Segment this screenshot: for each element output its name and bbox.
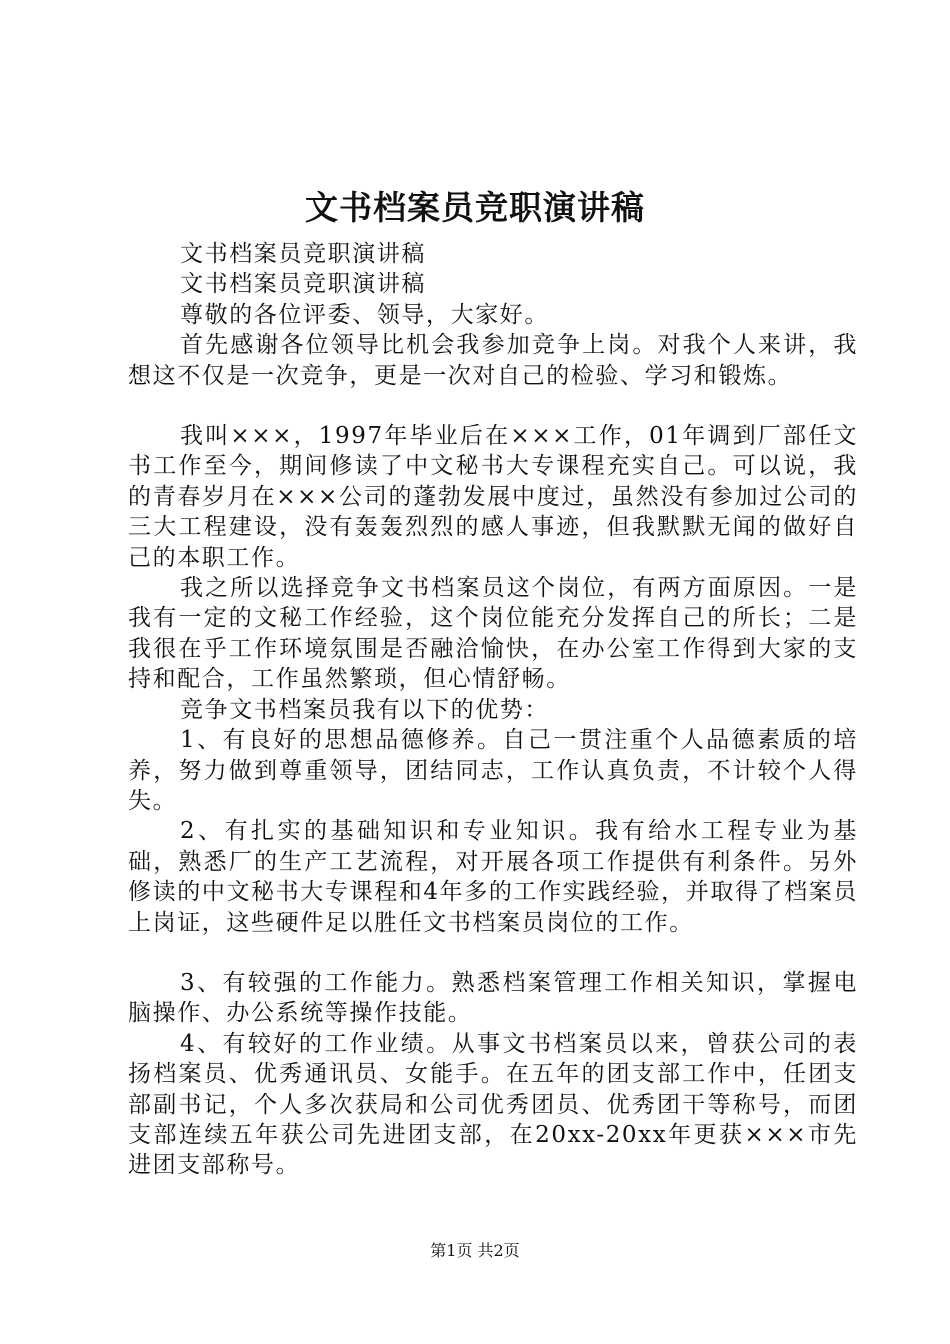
- paragraph-advantage-4: 4、有较好的工作业绩。从事文书档案员以来，曾获公司的表扬档案员、优秀通讯员、女能手。在五年的团支部工作中，任团支部副书记，个人多次获局和公司优秀团员、优秀团干等称号，而团支部连续五年获公司先进团支部，在20xx-20xx年更获×××市先进团支部称号。: [128, 1030, 858, 1179]
- paragraph-heading-1: 文书档案员竞职演讲稿: [180, 241, 426, 267]
- paragraph-reasons: 我之所以选择竞争文书档案员这个岗位，有两方面原因。一是我有一定的文秘工作经验，这个岗位能充分发挥自己的所长；二是我很在乎工作环境氛围是否融洽愉快，在办公室工作得到大家的支持和配合，工作虽然繁琐，但心情舒畅。: [128, 575, 858, 693]
- paragraph-advantage-1: 1、有良好的思想品德修养。自己一贯注重个人品德素质的培养，努力做到尊重领导，团结同志，工作认真负责，不计较个人得失。: [128, 727, 858, 814]
- paragraph-advantage-2: 2、有扎实的基础知识和专业知识。我有给水工程专业为基础，熟悉厂的生产工艺流程，对开展各项工作提供有利条件。另外修读的中文秘书大专课程和4年多的工作实践经验，并取得了档案员上岗证，这些硬件足以胜任文书档案员岗位的工作。: [128, 818, 858, 936]
- document-body: [128, 239, 858, 1181]
- page-number: 第1页 共2页: [430, 1241, 520, 1260]
- paragraph-advantage-3: 3、有较强的工作能力。熟悉档案管理工作相关知识，掌握电脑操作、办公系统等操作技能。: [128, 969, 858, 1027]
- document-title: 文书档案员竞职演讲稿: [305, 188, 645, 227]
- paragraph-advantages-intro: 竞争文书档案员我有以下的优势：: [180, 696, 549, 723]
- paragraph-thanks: 首先感谢各位领导比机会我参加竞争上岗。对我个人来讲，我想这不仅是一次竞争，更是一次对自己的检验、学习和锻炼。: [128, 332, 858, 389]
- paragraph-heading-2: 文书档案员竞职演讲稿: [180, 271, 426, 298]
- paragraph-self-intro: 我叫×××，1997年毕业后在×××工作，01年调到厂部任文书工作至今，期间修读了中文秘书大专课程充实自己。可以说，我的青春岁月在×××公司的蓬勃发展中度过，虽然没有参加过公司的三大工程建设，没有轰轰烈烈的感人事迹，但我默默无闻的做好自己的本职工作。: [128, 423, 858, 571]
- paragraph-greeting: 尊敬的各位评委、领导，大家好。: [180, 301, 549, 328]
